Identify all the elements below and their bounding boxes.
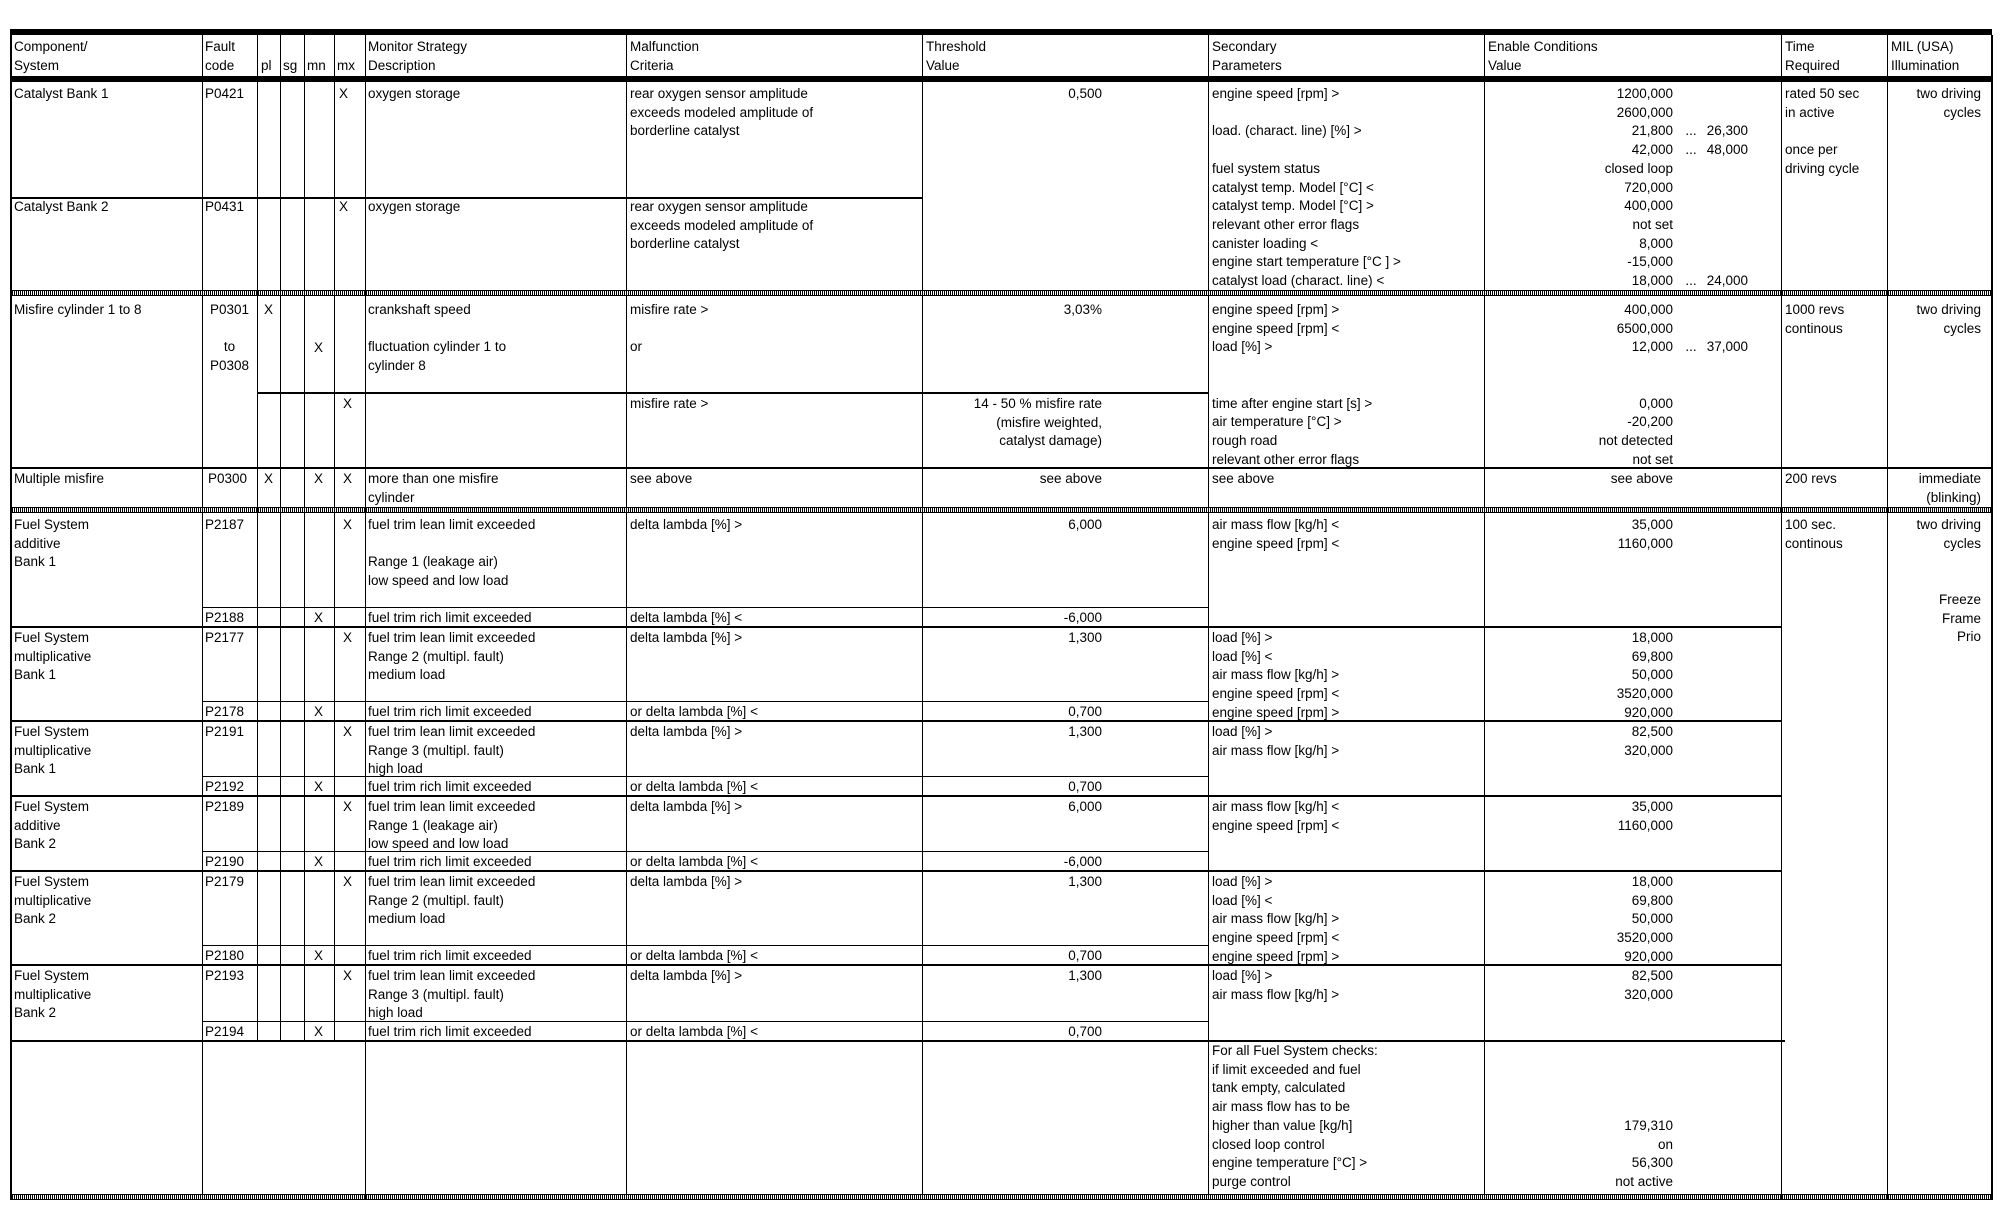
header-component: Component/ System [14,39,88,73]
fault-code-p0301-p0308: P0301 to P0308 [209,302,250,374]
fault-code: P2191 [205,724,245,739]
mn-mark: X [314,340,324,355]
range-dots: ... [1685,339,1697,355]
header-mil: MIL (USA) Illumination [1891,39,1960,73]
mx-mark: X [343,471,353,486]
criteria-text: see above [630,471,693,486]
enable-values: 1200,000 2600,000 21,800 42,000 closed loop 720,000 400,000 not set 8,000 -15,000 18,000 [1604,86,1673,289]
enable-values: 35,000 1160,000 [1617,799,1673,833]
criteria-text: or delta lambda [%] < [630,704,758,719]
mil-illumination: immediate (blinking) [1918,471,1981,505]
range-dots: ... ... ... [1685,123,1697,289]
threshold-value: 6,000 [1068,517,1102,532]
header-mn: mn [307,58,326,73]
header-pl: pl [261,58,272,73]
component-fuel-multiplicative-bank1: Fuel System multiplicative Bank 1 [14,724,92,777]
criteria-text: or delta lambda [%] < [630,854,758,869]
component-fuel-additive-bank1: Fuel System additive Bank 1 [14,517,90,570]
strategy-text: fuel trim rich limit exceeded [368,854,532,869]
mn-mark: X [314,854,324,869]
time-required: 200 revs [1785,471,1837,486]
threshold-value: 1,300 [1068,630,1102,645]
mil-illumination: two driving cycles [1916,302,1981,336]
fault-code: P2194 [205,1024,245,1039]
footnote-params: For all Fuel System checks: if limit exceeded and fuel tank empty, calculated air mass flow has to be higher than value [kg/h] closed loop control engine temperature [°C] > purge control [1212,1043,1378,1189]
threshold-value: 0,500 [1068,86,1102,101]
strategy-text: oxygen storage [368,86,461,101]
secondary-params: engine speed [rpm] > engine speed [rpm] < load [%] > time after engine start [s] > air temperature [°C] > rough road relevant other error flags [1212,302,1373,467]
secondary-params: load [%] > load [%] < air mass flow [kg/h] > engine speed [rpm] < engine speed [rpm] > [1212,630,1340,720]
strategy-text: fuel trim rich limit exceeded [368,704,532,719]
mn-mark: X [314,610,324,625]
strategy-text: fuel trim lean limit exceeded Range 2 (multipl. fault) medium load [368,874,536,927]
criteria-text: delta lambda [%] > [630,517,743,532]
header-threshold: Threshold Value [926,39,987,73]
criteria-text: misfire rate > [630,396,709,411]
header-time: Time Required [1785,39,1840,73]
time-required: rated 50 sec in active once per driving cycle [1785,86,1860,176]
strategy-text: fuel trim lean limit exceeded Range 2 (multipl. fault) medium load [368,630,536,683]
enable-values: 82,500 320,000 [1624,724,1673,758]
mx-mark: X [339,199,349,214]
criteria-text: rear oxygen sensor amplitude exceeds modeled amplitude of borderline catalyst [630,199,814,252]
component-misfire: Misfire cylinder 1 to 8 [14,302,142,317]
fault-code: P2178 [205,704,245,719]
criteria-text: delta lambda [%] > [630,724,743,739]
header-malfunction: Malfunction Criteria [630,39,700,73]
secondary-params: see above [1212,471,1275,486]
enable-values: 18,000 69,800 50,000 3520,000 920,000 [1616,630,1673,720]
criteria-text: or delta lambda [%] < [630,948,758,963]
threshold-value: 14 - 50 % misfire rate (misfire weighted, catalyst damage) [973,396,1102,449]
fault-code: P2190 [205,854,245,869]
mil-illumination: two driving cycles Freeze Frame Prio [1916,517,1981,645]
secondary-params: air mass flow [kg/h] < engine speed [rpm] < [1212,517,1340,551]
strategy-text: oxygen storage [368,199,461,214]
threshold-value: -6,000 [1063,610,1102,625]
strategy-text: more than one misfire cylinder [368,471,499,505]
threshold-value: 6,000 [1068,799,1102,814]
mx-mark: X [343,874,353,889]
fault-code-p0300: P0300 [208,471,248,486]
enable-values-upper: 37,000 [1706,339,1748,355]
mn-mark: X [314,779,324,794]
threshold-value: 1,300 [1068,968,1102,983]
threshold-value: 1,300 [1068,874,1102,889]
strategy-text: fuel trim rich limit exceeded [368,948,532,963]
enable-values: see above [1610,471,1673,486]
fault-code: P2187 [205,517,245,532]
strategy-text: fuel trim lean limit exceeded Range 3 (multipl. fault) high load [368,968,536,1021]
mx-mark: X [343,517,353,532]
secondary-params: load [%] > air mass flow [kg/h] > [1212,724,1340,758]
criteria-text: misfire rate > or [630,302,709,355]
header-sg: sg [283,58,298,73]
criteria-text: or delta lambda [%] < [630,1024,758,1039]
threshold-value: 0,700 [1068,1024,1102,1039]
mx-mark: X [343,799,353,814]
threshold-value: 1,300 [1068,724,1102,739]
criteria-text: delta lambda [%] < [630,610,743,625]
mn-mark: X [314,471,324,486]
threshold-value: 0,700 [1068,704,1102,719]
component-fuel-multiplicative-bank1: Fuel System multiplicative Bank 1 [14,630,92,683]
mx-mark: X [343,724,353,739]
threshold-value: see above [1039,471,1102,486]
secondary-params: engine speed [rpm] > load. (charact. line) [%] > fuel system status catalyst temp. Model [°C] < catalyst temp. Model [°C] > relevant other error flags canister loading < engine start temperature [°C ] > catalyst load (charact. line) < [1212,86,1401,289]
fault-code-p0421: P0421 [205,86,245,101]
header-mx: mx [337,58,355,73]
criteria-text: delta lambda [%] > [630,968,743,983]
threshold-value: 0,700 [1068,948,1102,963]
pl-mark: X [264,302,274,317]
strategy-text: fuel trim rich limit exceeded [368,610,532,625]
fault-code: P2189 [205,799,245,814]
fault-code: P2177 [205,630,245,645]
mx-mark: X [343,630,353,645]
header-fault-code: Fault code [205,39,236,73]
fault-code: P2193 [205,968,245,983]
enable-values: 400,000 6500,000 12,000 0,000 -20,200 not detected not set [1598,302,1673,467]
fault-code: P2192 [205,779,245,794]
threshold-value: -6,000 [1063,854,1102,869]
strategy-text: crankshaft speed fluctuation cylinder 1 to cylinder 8 [368,302,507,374]
time-required: 1000 revs continous [1785,302,1845,336]
fault-code: P2188 [205,610,245,625]
criteria-text: or delta lambda [%] < [630,779,758,794]
fault-code: P2180 [205,948,245,963]
enable-values-upper: 26,300 48,000 24,000 [1706,123,1748,289]
secondary-params: load [%] > air mass flow [kg/h] > [1212,968,1340,1002]
strategy-text: fuel trim rich limit exceeded [368,779,532,794]
mx-mark: X [339,86,349,101]
pl-mark: X [264,471,274,486]
strategy-text: fuel trim lean limit exceeded Range 3 (multipl. fault) high load [368,724,536,777]
footnote-values: 179,310 on 56,300 not active [1615,1117,1673,1189]
strategy-text: fuel trim lean limit exceeded Range 1 (leakage air) low speed and low load [368,517,536,589]
enable-values: 18,000 69,800 50,000 3520,000 920,000 [1616,874,1673,964]
header-enable: Enable Conditions Value [1488,39,1598,73]
component-catalyst-bank1: Catalyst Bank 1 [14,86,109,101]
criteria-text: delta lambda [%] > [630,799,743,814]
component-fuel-additive-bank2: Fuel System additive Bank 2 [14,799,90,852]
fault-code-p0431: P0431 [205,199,245,214]
strategy-text: fuel trim lean limit exceeded Range 1 (leakage air) low speed and low load [368,799,536,852]
criteria-text: delta lambda [%] > [630,874,743,889]
header-secondary: Secondary Parameters [1212,39,1282,73]
mn-mark: X [314,1024,324,1039]
mx-mark: X [343,968,353,983]
mx-mark: X [343,396,353,411]
component-fuel-multiplicative-bank2: Fuel System multiplicative Bank 2 [14,968,92,1021]
secondary-params: air mass flow [kg/h] < engine speed [rpm] < [1212,799,1340,833]
component-catalyst-bank2: Catalyst Bank 2 [14,199,109,214]
threshold-value: 3,03% [1063,302,1102,317]
criteria-text: rear oxygen sensor amplitude exceeds modeled amplitude of borderline catalyst [630,86,814,139]
component-multiple-misfire: Multiple misfire [14,471,105,486]
time-required: 100 sec. continous [1785,517,1843,551]
mil-illumination: two driving cycles [1916,86,1981,120]
component-fuel-multiplicative-bank2: Fuel System multiplicative Bank 2 [14,874,92,927]
enable-values: 35,000 1160,000 [1617,517,1673,551]
fault-code: P2179 [205,874,245,889]
secondary-params: load [%] > load [%] < air mass flow [kg/h] > engine speed [rpm] < engine speed [rpm] > [1212,874,1340,964]
mn-mark: X [314,704,324,719]
strategy-text: fuel trim rich limit exceeded [368,1024,532,1039]
enable-values: 82,500 320,000 [1624,968,1673,1002]
header-strategy: Monitor Strategy Description [368,39,468,73]
criteria-text: delta lambda [%] > [630,630,743,645]
mn-mark: X [314,948,324,963]
threshold-value: 0,700 [1068,779,1102,794]
